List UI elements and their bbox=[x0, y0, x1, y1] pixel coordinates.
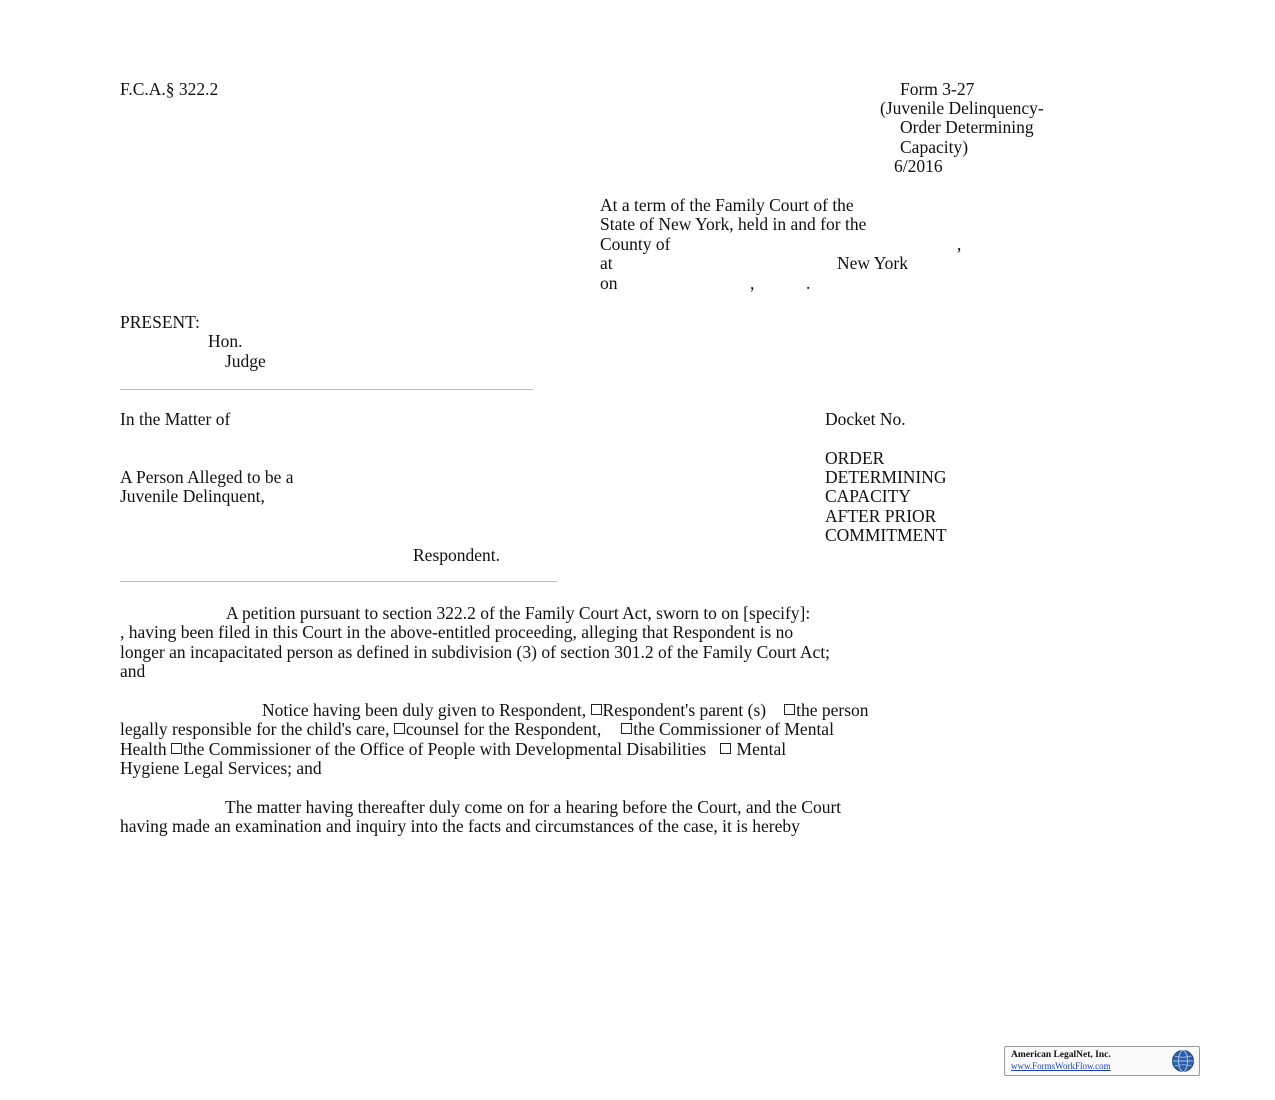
checkbox-mental-health-commissioner[interactable] bbox=[621, 723, 632, 734]
petition-paragraph bbox=[120, 604, 1160, 682]
form-number: Form 3-27 bbox=[900, 79, 975, 99]
order-title-line-4: AFTER PRIOR bbox=[825, 506, 937, 526]
present-label: PRESENT: bbox=[120, 312, 200, 332]
notice-line-2 bbox=[120, 720, 1160, 739]
checkbox-legal-guardian[interactable] bbox=[784, 704, 795, 715]
checkbox-opwdd-commissioner[interactable] bbox=[171, 743, 182, 754]
order-title-line-3: CAPACITY bbox=[825, 486, 911, 506]
hearing-line-2: having made an examination and inquiry into the facts and circumstances of the case, it is hereby bbox=[120, 816, 800, 837]
form-description-line-1: (Juvenile Delinquency- bbox=[880, 98, 1044, 118]
notice-line-3 bbox=[120, 740, 1160, 759]
hearing-paragraph bbox=[120, 798, 1160, 837]
hearing-line-1: The matter having thereafter duly come on for a hearing before the Court, and the Court bbox=[225, 797, 842, 817]
form-description-line-3: Capacity) bbox=[900, 137, 969, 157]
caption-bottom-rule bbox=[120, 581, 557, 582]
petition-line-1: A petition pursuant to section 322.2 of the Family Court Act, sworn to on [specify]: bbox=[226, 603, 811, 623]
on-comma: , bbox=[750, 273, 755, 293]
forms-workflow-logo[interactable] bbox=[1004, 1046, 1200, 1076]
matter-label: In the Matter of bbox=[120, 409, 231, 429]
notice-text: Notice having been duly given to Respondent, bbox=[262, 700, 591, 720]
option-mhls-label: Mental bbox=[732, 738, 787, 759]
order-title-line-5: COMMITMENT bbox=[825, 525, 947, 545]
notice-paragraph bbox=[120, 701, 1160, 779]
petition-line-4: and bbox=[120, 661, 146, 682]
on-label: on bbox=[600, 273, 618, 293]
county-comma: , bbox=[957, 234, 962, 254]
option-mental-health-label-cont: Health bbox=[120, 738, 172, 759]
term-line-1: At a term of the Family Court of the bbox=[600, 195, 854, 215]
notice-line-1 bbox=[120, 701, 1160, 720]
logo-url-link[interactable]: www.FormsWorkFlow.com bbox=[1011, 1061, 1111, 1071]
option-legal-guardian-label-cont: legally responsible for the child's care, bbox=[120, 719, 394, 740]
form-description-line-2: Order Determining bbox=[900, 117, 1034, 137]
checkbox-counsel[interactable] bbox=[394, 723, 405, 734]
county-label: County of bbox=[600, 234, 671, 254]
checkbox-parent[interactable] bbox=[591, 704, 602, 715]
order-title-line-2: DETERMINING bbox=[825, 467, 947, 487]
logo-company-name: American LegalNet, Inc. bbox=[1011, 1050, 1111, 1060]
form-date: 6/2016 bbox=[894, 156, 943, 176]
caption-top-rule bbox=[120, 389, 533, 390]
checkbox-mhls[interactable] bbox=[720, 743, 731, 754]
alleged-line-2: Juvenile Delinquent, bbox=[120, 486, 265, 506]
at-label: at bbox=[600, 253, 613, 273]
docket-label: Docket No. bbox=[825, 409, 906, 429]
option-opwdd-label: the Commissioner of the Office of People with Developmental Disabilities bbox=[183, 738, 707, 759]
petition-line-3: longer an incapacitated person as defined in subdivision (3) of section 301.2 of the Family Court Act; bbox=[120, 641, 831, 662]
on-period: . bbox=[806, 273, 811, 293]
option-legal-guardian-label: the person bbox=[796, 700, 869, 720]
at-state: New York bbox=[837, 253, 908, 273]
notice-line-4: Hygiene Legal Services; and bbox=[120, 758, 322, 779]
order-title-line-1: ORDER bbox=[825, 448, 885, 468]
term-line-2: State of New York, held in and for the bbox=[600, 214, 867, 234]
present-judge: Judge bbox=[225, 351, 266, 371]
present-hon: Hon. bbox=[208, 331, 243, 351]
petition-line-2: , having been filed in this Court in the above-entitled proceeding, alleging that Respondent is no bbox=[120, 622, 794, 643]
option-counsel-label: counsel for the Respondent, bbox=[405, 719, 602, 740]
option-mental-health-label: the Commissioner of Mental bbox=[633, 719, 834, 740]
globe-icon bbox=[1171, 1049, 1195, 1073]
alleged-line-1: A Person Alleged to be a bbox=[120, 467, 294, 487]
statute-reference: F.C.A.§ 322.2 bbox=[120, 79, 219, 99]
option-parent-label: Respondent's parent (s) bbox=[602, 700, 767, 720]
respondent-label: Respondent. bbox=[413, 545, 501, 565]
